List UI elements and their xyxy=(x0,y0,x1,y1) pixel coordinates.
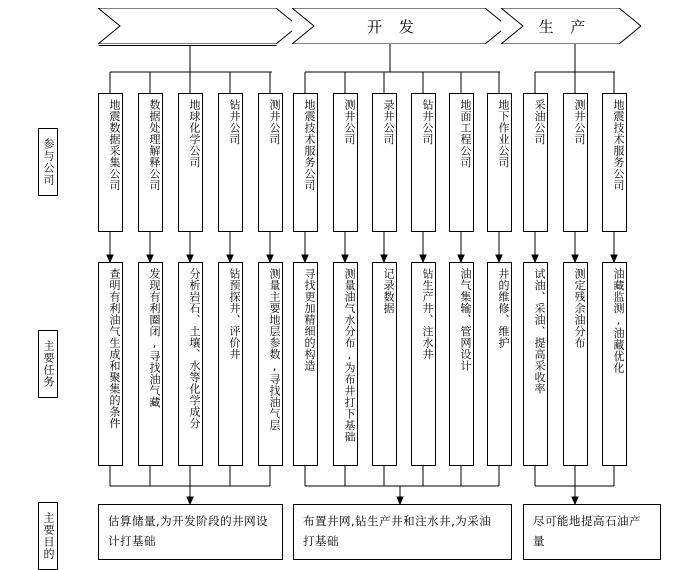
company-label: 地震数据采集公司 xyxy=(108,99,121,191)
company-label: 地震技术服务公司 xyxy=(612,99,625,191)
phase-banner-production[interactable] xyxy=(501,8,641,44)
company-box[interactable] xyxy=(563,93,588,232)
task-box[interactable] xyxy=(293,262,318,466)
row-label-companies xyxy=(38,128,58,196)
company-label: 地震技术服务公司 xyxy=(303,99,316,191)
task-box[interactable] xyxy=(333,262,358,466)
task-box[interactable] xyxy=(602,262,627,466)
company-label: 钻井公司 xyxy=(228,99,241,145)
task-label: 记录数据 xyxy=(382,268,395,314)
task-label: 测量主要地层参数,寻找油气层 xyxy=(268,268,281,431)
task-label: 寻找更加精细的构造 xyxy=(303,268,316,372)
purpose-box[interactable] xyxy=(523,504,661,560)
company-box[interactable] xyxy=(218,93,243,232)
company-box[interactable] xyxy=(523,93,548,232)
company-label: 采油公司 xyxy=(533,99,546,145)
company-box[interactable] xyxy=(602,93,627,232)
company-box[interactable] xyxy=(138,93,163,232)
task-label: 钻预探井、评价井 xyxy=(228,268,241,360)
company-label: 录井公司 xyxy=(382,99,395,145)
task-label: 分析岩石、土壤、水等化学成分 xyxy=(188,268,201,429)
task-label: 井的维修、维护 xyxy=(497,268,510,349)
row-label-companies-text: 参与公司 xyxy=(42,138,56,186)
row-label-tasks xyxy=(38,330,58,398)
task-label: 试油、采油、提高采收率 xyxy=(533,268,546,395)
company-box[interactable] xyxy=(449,93,474,232)
company-box[interactable] xyxy=(411,93,436,232)
row-label-purposes-text: 主要目的 xyxy=(42,512,56,560)
phase-banner-development[interactable] xyxy=(292,8,507,44)
task-label: 查明有利油气生成和聚集的条件 xyxy=(108,268,121,429)
company-box[interactable] xyxy=(178,93,203,232)
row-label-tasks-text: 主要任务 xyxy=(42,340,56,388)
purpose-label: 估算储量,为开发阶段的井网设计打基础 xyxy=(108,514,269,548)
purpose-label: 尽可能地提高石油产量 xyxy=(533,514,641,548)
task-label: 测定残余油分布 xyxy=(573,268,586,349)
task-box[interactable] xyxy=(178,262,203,466)
task-box[interactable] xyxy=(449,262,474,466)
task-box[interactable] xyxy=(411,262,436,466)
company-box[interactable] xyxy=(372,93,397,232)
company-label: 地下作业公司 xyxy=(497,99,510,168)
purpose-box[interactable] xyxy=(98,504,283,560)
phase-banner-exploration-outline xyxy=(98,8,298,44)
task-box[interactable] xyxy=(487,262,512,466)
company-box[interactable] xyxy=(98,93,123,232)
company-label: 地面工程公司 xyxy=(459,99,472,168)
task-label: 测量油气水分布,为布井打下基础 xyxy=(343,268,356,443)
company-box[interactable] xyxy=(293,93,318,232)
company-label: 钻井公司 xyxy=(421,99,434,145)
company-label: 数据处理解释公司 xyxy=(148,99,161,191)
company-box[interactable] xyxy=(487,93,512,232)
phase-label-production: 生 产 xyxy=(538,17,592,36)
task-label: 油藏监测,油藏优化 xyxy=(612,268,625,374)
task-box[interactable] xyxy=(258,262,283,466)
company-label: 测井公司 xyxy=(573,99,586,145)
purpose-box[interactable] xyxy=(293,504,512,560)
company-label: 地球化学公司 xyxy=(188,99,201,168)
task-label: 钻生产井、注水井 xyxy=(421,268,434,360)
task-box[interactable] xyxy=(98,262,123,466)
task-box[interactable] xyxy=(563,262,588,466)
company-label: 测井公司 xyxy=(343,99,356,145)
task-box[interactable] xyxy=(523,262,548,466)
task-label: 油气集输、管网设计 xyxy=(459,268,472,372)
company-label: 测井公司 xyxy=(268,99,281,145)
phase-label-development: 开 发 xyxy=(367,17,420,36)
purpose-label: 布置井网,钻生产井和注水井,为采油打基础 xyxy=(303,514,492,548)
task-label: 发现有利圈闭,寻找油气藏 xyxy=(148,268,161,408)
task-box[interactable] xyxy=(218,262,243,466)
row-label-purposes xyxy=(38,502,58,570)
company-box[interactable] xyxy=(333,93,358,232)
task-box[interactable] xyxy=(138,262,163,466)
company-box[interactable] xyxy=(258,93,283,232)
task-box[interactable] xyxy=(372,262,397,466)
